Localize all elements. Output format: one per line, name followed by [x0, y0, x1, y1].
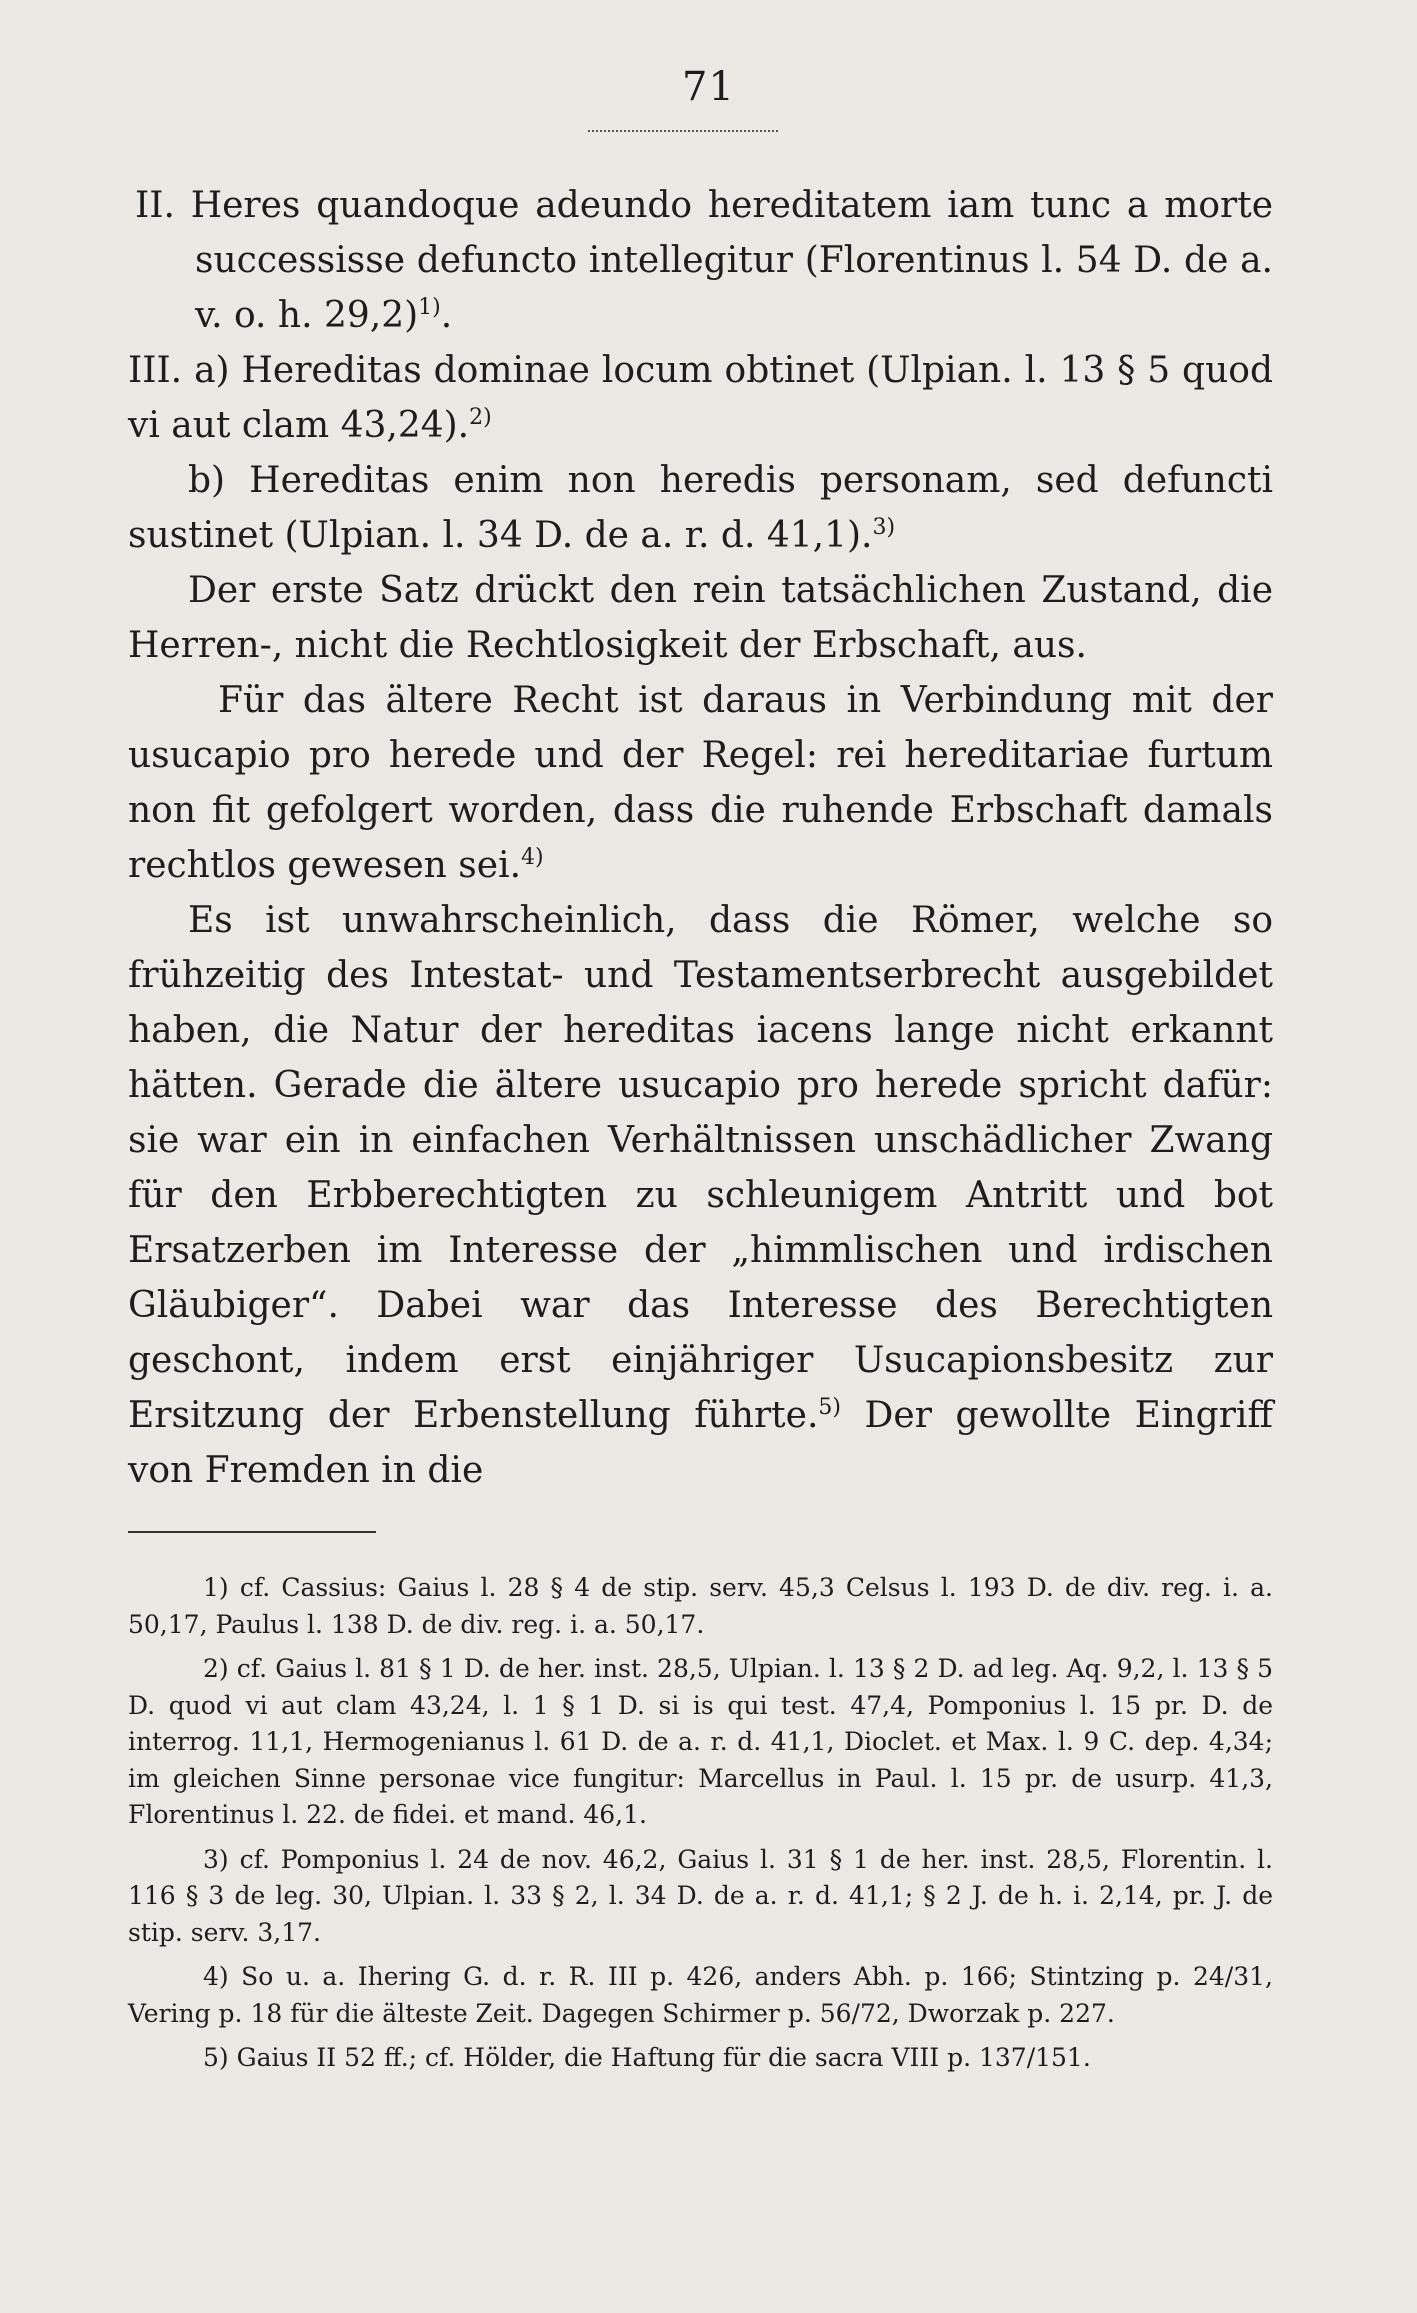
- footnote-5-text: Gaius II 52 ff.; cf. Hölder, die Haftung für die sacra VIII p. 137/151.: [236, 2043, 1091, 2072]
- footnote-2-text: cf. Gaius l. 81 § 1 D. de her. inst. 28,5, Ulpian. l. 13 § 2 D. ad leg. Aq. 9,2, l. 13 § 5 D. quod vi aut clam 43,24, l. 1 § 1 D. si is qui test. 47,4, Pomponius l. 15 pr. D. de interrog. 11,1, Hermogenianus l. 61 D. de a. r. d. 41,1, Dioclet. et Max. l. 9 C. dep. 4,34; im gleichen Sinne personae vice fungitur: Marcellus in Paul. l. 15 pr. de usurp. 41,3, Florentinus l. 22. de fidei. et mand. 46,1.: [128, 1654, 1274, 1829]
- footnote-ref-5-num: 5: [818, 1395, 833, 1420]
- paragraph-erste-satz: [128, 563, 1273, 673]
- header-ornament-rule: [588, 124, 778, 132]
- footnote-ref-3-num: 3: [872, 515, 887, 540]
- footnotes: [128, 1570, 1273, 2085]
- footnote-3-text: cf. Pomponius l. 24 de nov. 46,2, Gaius l. 31 § 1 de her. inst. 28,5, Florentin. l. 116 § 3 de leg. 30, Ulpian. l. 33 § 2, l. 34 D. de a. r. d. 41,1; § 2 J. de h. i. 2,14, pr. J. de stip. serv. 3,17.: [128, 1844, 1273, 1947]
- paragraph-aeltere-recht: [128, 673, 1273, 893]
- footnote-2: [128, 1651, 1273, 1834]
- paragraph-ii-prefix: II.: [135, 185, 191, 226]
- paragraph-iii-prefix: III.: [128, 350, 195, 391]
- footnote-ref-5: 5): [818, 1395, 841, 1420]
- footnote-4-num: 4): [203, 1962, 229, 1991]
- footnote-3: [128, 1842, 1273, 1952]
- footnote-separator: [128, 1531, 376, 1533]
- footnote-1: [128, 1570, 1273, 1643]
- paragraph-iii-b: [128, 453, 1273, 563]
- footnote-5: [128, 2040, 1273, 2077]
- footnote-ref-1: 1): [418, 295, 441, 320]
- footnote-ref-4-num: 4: [521, 845, 536, 870]
- page-number: 71: [682, 64, 735, 110]
- paragraph-unwahrscheinlich-continuation: Der gewollte Eingriff von Fremden in die: [128, 1395, 1273, 1491]
- paragraph-iii-b-text: b) Hereditas enim non heredis personam, sed defuncti sustinet (Ulpian. l. 34 D. de a. r. d. 41,1).: [128, 460, 1273, 556]
- paragraph-aeltere-recht-text: Für das ältere Recht ist daraus in Verbindung mit der usucapio pro herede und der Regel: rei hereditariae furtum non fit gefolgert worden, dass die ruhende Erbschaft damals rechtlos gewesen sei.: [128, 680, 1273, 886]
- paragraph-ii: [128, 178, 1273, 343]
- footnote-2-num: 2): [203, 1654, 229, 1683]
- footnote-ref-4: 4): [521, 845, 544, 870]
- paragraph-unwahrscheinlich-text: Es ist unwahrscheinlich, dass die Römer, welche so frühzeitig des Intestat- und Testamentserbrecht ausgebildet haben, die Natur der hereditas iacens lange nicht erkannt hätten. Gerade die ältere usucapio pro herede spricht dafür: sie war ein in einfachen Verhältnissen unschädlicher Zwang für den Erbberechtigten zu schleunigem Antritt und bot Ersatzerben im Interesse der „himmlischen und irdischen Gläubiger“. Dabei war das Interesse des Berechtigten geschont, indem erst einjähriger Usucapionsbesitz zur Ersitzung der Erbenstellung führte.: [128, 900, 1273, 1436]
- footnote-4-text: So u. a. Ihering G. d. r. R. III p. 426, anders Abh. p. 166; Stintzing p. 24/31, Vering p. 18 für die älteste Zeit. Dagegen Schirmer p. 56/72, Dworzak p. 227.: [128, 1962, 1273, 2028]
- footnote-ref-3: 3): [872, 515, 896, 540]
- footnote-1-num: 1): [203, 1573, 229, 1602]
- paragraph-ii-suffix: .: [440, 295, 453, 336]
- footnote-4: [128, 1959, 1273, 2032]
- paragraph-ii-text: Heres quandoque adeundo hereditatem iam tunc a morte successisse defuncto intellegitur (Florentinus l. 54 D. de a. v. o. h. 29,2): [190, 185, 1274, 336]
- footnote-5-num: 5): [203, 2043, 229, 2072]
- paragraph-iii-a-text: a) Hereditas dominae locum obtinet (Ulpian. l. 13 § 5 quod vi aut clam 43,24).: [128, 350, 1273, 446]
- paragraph-unwahrscheinlich: [128, 893, 1273, 1498]
- footnote-ref-2-num: 2: [469, 405, 484, 430]
- main-text: [128, 178, 1273, 1498]
- footnote-ref-2: 2): [469, 405, 492, 430]
- footnote-ref-1-num: 1: [418, 295, 433, 320]
- paragraph-iii-a: [128, 343, 1273, 453]
- footnote-1-text: cf. Cassius: Gaius l. 28 § 4 de stip. serv. 45,3 Celsus l. 193 D. de div. reg. i. a. 50,17, Paulus l. 138 D. de div. reg. i. a. 50,17.: [128, 1573, 1273, 1639]
- paragraph-erste-satz-text: Der erste Satz drückt den rein tatsächlichen Zustand, die Herren-, nicht die Rechtlosigkeit der Erbschaft, aus.: [128, 570, 1273, 666]
- footnote-3-num: 3): [203, 1844, 229, 1874]
